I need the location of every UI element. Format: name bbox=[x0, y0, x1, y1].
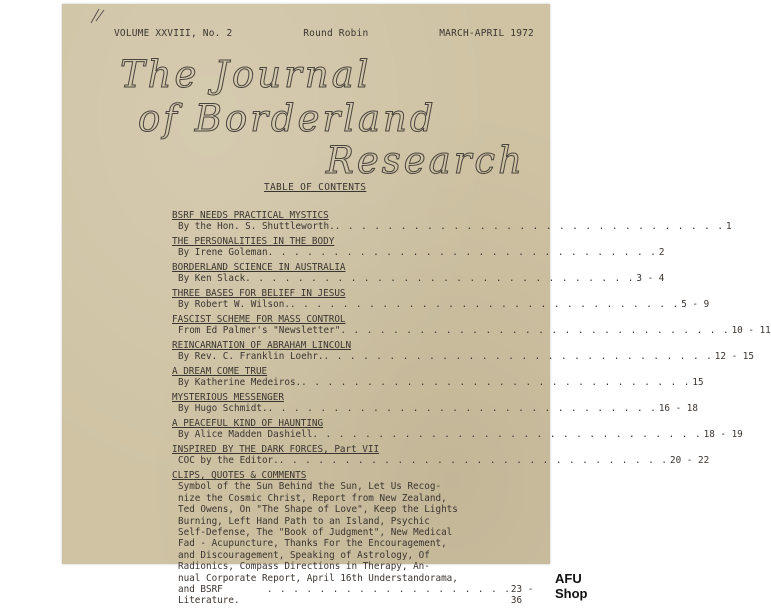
toc-entry-pages: 10 - 11 bbox=[731, 325, 771, 337]
toc-entry-title: REINCARNATION OF ABRAHAM LINCOLN bbox=[172, 340, 352, 351]
masthead bbox=[114, 28, 534, 39]
toc-entry-byline: By the Hon. S. Shuttleworth. bbox=[178, 221, 335, 233]
toc-entry-byline: By Irene Goleman bbox=[178, 247, 268, 259]
toc-entry-pages: 1 bbox=[725, 221, 732, 233]
toc-entry bbox=[172, 236, 665, 259]
clips-line: and Discouragement, Speaking of Astrology, Of bbox=[178, 549, 430, 561]
toc-heading: TABLE OF CONTENTS bbox=[264, 182, 367, 193]
toc-entry bbox=[172, 262, 665, 285]
toc-entry bbox=[172, 210, 732, 233]
toc-entry-byline-row bbox=[172, 325, 771, 337]
toc-entry-byline: By Rev. C. Franklin Loehr. bbox=[178, 351, 324, 363]
leader-dots: . . . . . . . . . . . . . . . . . . . . . . . . . . . . . . bbox=[267, 247, 657, 259]
clips-line: Radionics, Compass Directions in Therapy, An- bbox=[178, 561, 430, 573]
toc-entry-byline: By Alice Madden Dashiell bbox=[178, 429, 313, 441]
toc-entry-pages: 3 - 4 bbox=[636, 273, 665, 285]
feature-name: Round Robin bbox=[303, 28, 369, 39]
toc-entry-byline-row bbox=[172, 403, 698, 415]
clips-line: Burning, Left Hand Path to an Island, Psychic bbox=[178, 515, 430, 527]
toc-entry-title: FASCIST SCHEME FOR MASS CONTROL bbox=[172, 314, 346, 325]
toc-entry-pages: 2 bbox=[658, 247, 665, 259]
clips-line: Symbol of the Sun Behind the Sun, Let Us Recog- bbox=[178, 481, 442, 493]
clips-line: Self-Defense, The "Book of Judgment", New Medical bbox=[178, 527, 453, 539]
toc-entry-byline-row bbox=[172, 299, 710, 311]
clips-line: Fad - Acupuncture, Thanks For the Encouragement, bbox=[178, 538, 447, 550]
title-line-1: The Journal bbox=[120, 53, 372, 96]
toc-entry-byline: From Ed Palmer's "Newsletter" bbox=[178, 325, 341, 337]
pencil-mark-icon bbox=[90, 8, 108, 24]
toc-entry-pages: 18 - 19 bbox=[703, 429, 743, 441]
leader-dots: . . . . . . . . . . . . . . . . . . . . . . . . . . . . . . bbox=[334, 221, 724, 233]
toc-entry-title: MYSTERIOUS MESSENGER bbox=[172, 392, 284, 403]
clips-line: nize the Cosmic Christ, Report from New Zealand, bbox=[178, 492, 447, 504]
toc-entry-title: A PEACEFUL KIND OF HAUNTING bbox=[172, 418, 324, 429]
leader-dots: . . . . . . . . . . . . . . . . . . . . . . . . . . . . . . bbox=[323, 351, 713, 363]
toc-entry-clips bbox=[172, 470, 542, 607]
toc-entry-title: CLIPS, QUOTES & COMMENTS bbox=[172, 470, 307, 481]
leader-dots: . . . . . . . . . . . . . . . . . . . . . . . . . . . . . . bbox=[245, 273, 635, 285]
leader-dots: . . . . . . . . . . . . . . . . . . . . . . . . . . . . . . bbox=[267, 403, 657, 415]
toc-entry-title: THE PERSONALITIES IN THE BODY bbox=[172, 236, 335, 247]
toc-entry-byline: By Katherine Medeiros. bbox=[178, 377, 302, 389]
leader-dots: . . . . . . . . . . . . . . . . . . . . . . . . . . . . . . bbox=[312, 429, 702, 441]
toc-entry-byline-row bbox=[172, 377, 704, 389]
leader-dots: . . . . . . . . . . . . . . . . . . . . . . . . . . . . . . bbox=[278, 455, 668, 467]
leader-dots: . . . . . . . . . . . . . . . . . . . . . . . . . . . . . . bbox=[289, 299, 680, 311]
clips-line: nual Corporate Report, April 16th Understandorama, bbox=[178, 572, 458, 584]
toc-entry-byline-row bbox=[172, 455, 710, 467]
toc-entry-byline-row bbox=[172, 273, 665, 285]
toc-entry-byline-row bbox=[172, 429, 743, 441]
title-line-3: Research bbox=[326, 139, 525, 182]
toc-entry bbox=[172, 288, 710, 311]
toc-entry-byline: By Hugo Schmidt. bbox=[178, 403, 268, 415]
toc-entry bbox=[172, 418, 743, 441]
leader-dots: . . . . . . . . . . . . . . . . . . . bbox=[266, 584, 511, 596]
leader-dots: . . . . . . . . . . . . . . . . . . . . . . . . . . . . . . bbox=[301, 377, 691, 389]
toc-entry-title: INSPIRED BY THE DARK FORCES, Part VII bbox=[172, 444, 380, 455]
toc-entry bbox=[172, 366, 704, 389]
clips-last-line bbox=[172, 584, 542, 607]
toc-entry-title: BORDERLAND SCIENCE IN AUSTRALIA bbox=[172, 262, 346, 273]
toc-entry-pages: 20 - 22 bbox=[670, 455, 710, 467]
toc-entry-pages: 5 - 9 bbox=[681, 299, 710, 311]
toc-entry bbox=[172, 444, 710, 467]
toc-entry-byline-row bbox=[172, 351, 754, 363]
clips-line: Ted Owens, On "The Shape of Love", Keep the Lights bbox=[178, 504, 458, 516]
toc-entry bbox=[172, 392, 698, 415]
toc-entry-byline: COC by the Editor. bbox=[178, 455, 279, 467]
volume-number: VOLUME XXVIII, No. 2 bbox=[114, 28, 233, 39]
toc-entry bbox=[172, 314, 771, 337]
toc-entry bbox=[172, 340, 754, 363]
toc-entry-byline-row bbox=[172, 221, 732, 233]
toc-entry-pages: 16 - 18 bbox=[658, 403, 698, 415]
issue-date: MARCH-APRIL 1972 bbox=[439, 28, 534, 39]
shop-watermark: AFU Shop bbox=[555, 571, 588, 601]
toc-entry-title: THREE BASES FOR BELIEF IN JESUS bbox=[172, 288, 346, 299]
clips-description bbox=[172, 481, 542, 584]
toc-entry-byline: By Robert W. Wilson. bbox=[178, 299, 290, 311]
toc-entry-pages: 12 - 15 bbox=[714, 351, 754, 363]
toc-entry-byline-row bbox=[172, 247, 665, 259]
leader-dots: . . . . . . . . . . . . . . . . . . . . . . . . . . . . . . bbox=[340, 325, 730, 337]
toc-entry-title: BSRF NEEDS PRACTICAL MYSTICS bbox=[172, 210, 329, 221]
toc-entry-pages: 23 - 36 bbox=[510, 584, 534, 607]
toc-entry-title: A DREAM COME TRUE bbox=[172, 366, 268, 377]
title-line-2: of Borderland bbox=[138, 97, 437, 140]
toc-entry-pages: 15 bbox=[692, 377, 704, 389]
toc-entry-byline: By Ken Slack bbox=[178, 273, 246, 285]
clips-last-text: and BSRF Literature. bbox=[178, 584, 240, 607]
